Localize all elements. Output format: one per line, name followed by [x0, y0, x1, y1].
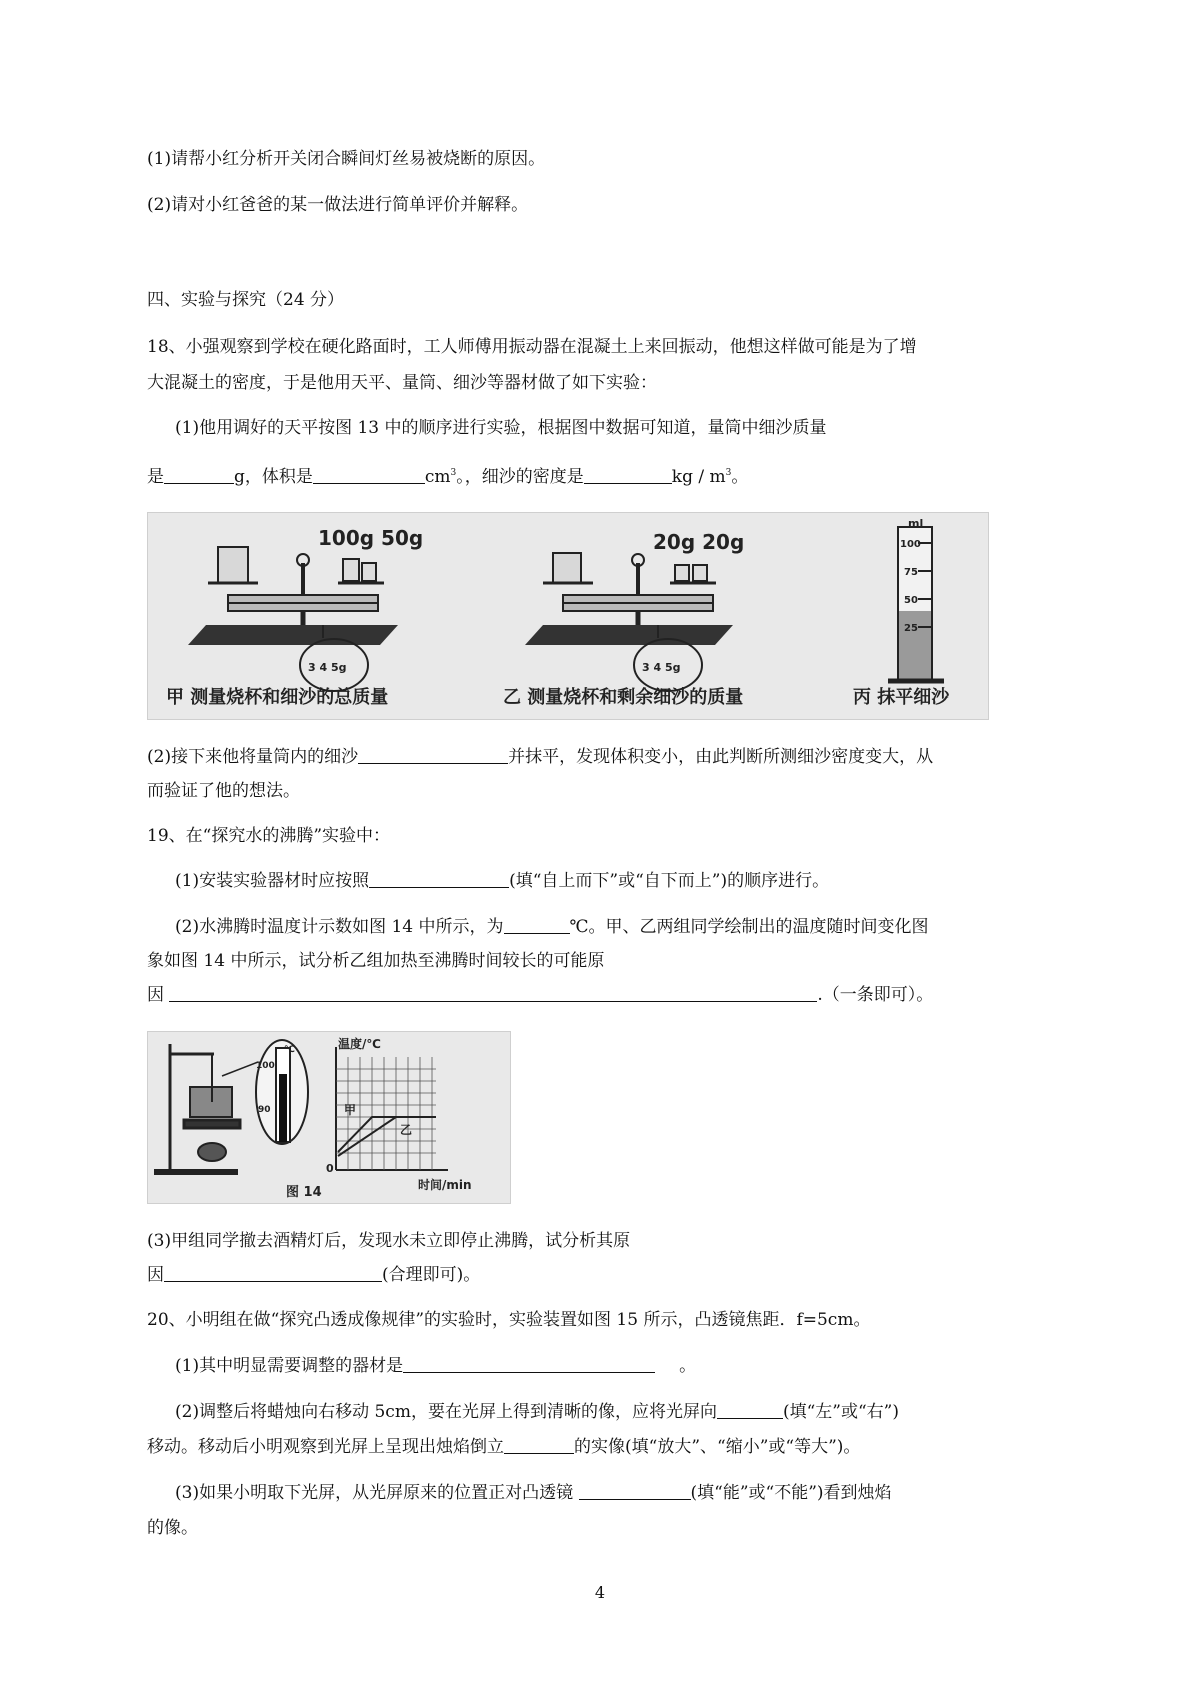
temperature-answer-blank[interactable] [504, 917, 570, 934]
cylinder-tick-100: 100 [900, 539, 921, 550]
thermometer-unit: ℃ [284, 1045, 295, 1055]
series-jia-label: 甲 [344, 1103, 357, 1117]
q20-part3-text-b: (填“能”或“不能”)看到烛焰 [690, 1483, 892, 1503]
caption-c: 丙 抹平细沙 [853, 687, 950, 708]
scale-b-label: 3 4 5g [642, 661, 681, 674]
q20-part2-text-d: 的实像(填“放大”、“缩小”或“等大”)。 [574, 1437, 861, 1457]
q18-part2-line2: 而验证了他的想法。 [147, 781, 300, 801]
q20-part2-line1 [175, 1401, 899, 1423]
cubic-superscript-2: 3 [725, 468, 732, 478]
cylinder-tick-25: 25 [904, 623, 918, 634]
q20-part2-text-c: 移动。移动后小明观察到光屏上呈现出烛焰倒立 [147, 1437, 504, 1457]
q18-part2-line1 [147, 746, 933, 768]
q18-part1-line1: (1)他用调好的天平按图 13 中的顺序进行实验，根据图中数据可知道，量筒中细沙质量 [175, 418, 827, 438]
q19-part1-text-b: (填“自上而下”或“自下而上”)的顺序进行。 [509, 871, 830, 891]
q19-part2-line2: 象如图 14 中所示，试分析乙组加热至沸腾时间较长的可能原 [147, 951, 605, 971]
q20-part1-text-a: (1)其中明显需要调整的器材是 [175, 1356, 404, 1376]
q19-part1 [175, 870, 829, 892]
figure-13 [147, 512, 989, 720]
q19-part2-line3 [147, 984, 933, 1006]
thermometer-zoom [256, 1040, 308, 1144]
figure-14-caption: 图 14 [286, 1185, 322, 1200]
weights-a-label: 100g 50g [318, 526, 424, 550]
section-title: 四、实验与探究（24 分） [147, 290, 345, 310]
caption-b: 乙 测量烧杯和剩余细沙的质量 [503, 687, 744, 708]
q19-part3-text-b: (合理即可)。 [382, 1265, 481, 1285]
q20-part1-text-b: 。 [679, 1356, 697, 1376]
q19-part3-text-a: 因 [147, 1265, 164, 1285]
thermometer-tick-100: 100 [256, 1061, 275, 1071]
q20-part2-text-a: (2)调整后将蜡烛向右移动 5cm，要在光屏上得到清晰的像，应将光屏向 [175, 1402, 717, 1422]
q18-part1-line2 [147, 462, 748, 488]
image-size-answer-blank[interactable] [504, 1437, 574, 1454]
balance-a [188, 547, 398, 691]
cylinder-unit: ml [908, 517, 924, 530]
q19-part2-text-d: .（一条即可）。 [817, 985, 934, 1005]
cylinder-tick-75: 75 [904, 567, 918, 578]
cubic-superscript: 3 [450, 468, 457, 478]
q18-part1-text-a: 是 [147, 467, 164, 487]
q20-part3-text-a: (3)如果小明取下光屏，从光屏原来的位置正对凸透镜 [175, 1483, 574, 1503]
q18-part1-text-f: 。 [731, 467, 749, 487]
figure-14 [147, 1031, 511, 1204]
q20-title: 20、小明组在做“探究凸透成像规律”的实验时，实验装置如图 15 所示，凸透镜焦距．f=5cm。 [147, 1310, 871, 1330]
graph-ylabel: 温度/℃ [338, 1037, 381, 1051]
q20-part3-line1 [175, 1482, 892, 1504]
q18-stem-line2: 大混凝土的密度，于是他用天平、量筒、细沙等器材做了如下实验： [147, 373, 657, 393]
scale-a-label: 3 4 5g [308, 661, 347, 674]
graph-xlabel: 时间/min [418, 1178, 472, 1192]
q18-part1-text-e: kg / m [671, 467, 726, 487]
action-answer-blank[interactable] [358, 747, 508, 764]
weights-b-label: 20g 20g [653, 530, 745, 554]
q17-part1: (1)请帮小红分析开关闭合瞬间灯丝易被烧断的原因。 [147, 149, 546, 169]
equipment-answer-blank[interactable] [403, 1356, 655, 1373]
cylinder-tick-50: 50 [904, 595, 918, 606]
volume-answer-blank[interactable] [313, 467, 425, 484]
q18-part2-text-a: (2)接下来他将量筒内的细沙 [147, 747, 359, 767]
boiling-apparatus [154, 1044, 258, 1172]
q19-part2-text-a: (2)水沸腾时温度计示数如图 14 中所示，为 [175, 917, 504, 937]
q18-part1-text-d: 。，细沙的密度是 [456, 467, 584, 487]
q20-part2-line2 [147, 1436, 860, 1458]
continue-boiling-answer-blank[interactable] [164, 1265, 382, 1282]
q18-part1-text-b: g，体积是 [234, 467, 313, 487]
caption-a: 甲 测量烧杯和细沙的总质量 [166, 687, 389, 708]
direction-answer-blank[interactable] [717, 1402, 783, 1419]
reason-answer-blank[interactable] [169, 985, 817, 1002]
page-number: 4 [594, 1583, 606, 1602]
q19-part2-line1 [175, 916, 929, 938]
mass-answer-blank[interactable] [164, 467, 234, 484]
q17-part2: (2)请对小红爸爸的某一做法进行简单评价并解释。 [147, 195, 529, 215]
q18-part1-text-c: cm [424, 467, 451, 487]
q19-title: 19、在“探究水的沸腾”实验中： [147, 826, 391, 846]
q19-part2-text-c: 因 [147, 985, 164, 1005]
q20-part2-text-b: (填“左”或“右”) [782, 1402, 899, 1422]
graph-origin: 0 [326, 1162, 334, 1175]
figure-14-drawing [148, 1032, 510, 1203]
q18-part2-text-b: 并抹平，发现体积变小，由此判断所测细沙密度变大，从 [508, 747, 934, 767]
q19-part3-line2 [147, 1264, 480, 1286]
balance-b [525, 553, 733, 691]
density-answer-blank[interactable] [584, 467, 672, 484]
q20-part3-line2: 的像。 [147, 1518, 198, 1538]
q20-part1 [175, 1355, 696, 1377]
thermometer-tick-90: 90 [258, 1105, 271, 1115]
order-answer-blank[interactable] [369, 871, 509, 888]
q18-stem-line1: 18、小强观察到学校在硬化路面时，工人师傅用振动器在混凝土上来回振动，他想这样做可能是为了增 [147, 337, 917, 357]
series-yi-label: 乙 [400, 1123, 413, 1137]
q19-part3-line1: (3)甲组同学撤去酒精灯后，发现水未立即停止沸腾，试分析其原 [147, 1231, 631, 1251]
q19-part2-text-b: ℃。甲、乙两组同学绘制出的温度随时间变化图 [569, 917, 929, 937]
can-see-answer-blank[interactable] [579, 1483, 691, 1500]
figure-13-drawing [148, 513, 988, 719]
q19-part1-text-a: (1)安装实验器材时应按照 [175, 871, 370, 891]
